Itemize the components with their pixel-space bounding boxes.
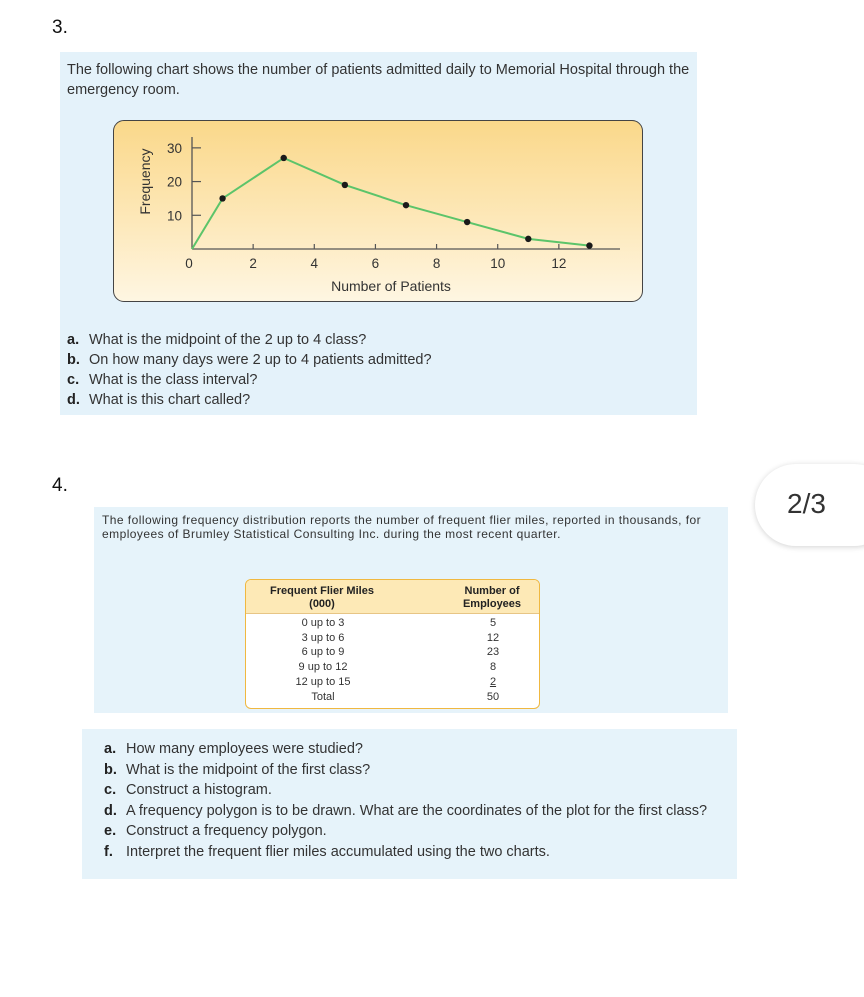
question-letter: d. [67,392,80,408]
question-letter: b. [67,352,80,368]
x-tick-label: 10 [490,256,506,271]
question-letter: b. [104,761,117,778]
class-cell: 0 up to 3 [301,617,345,629]
problem-3-panel [60,52,697,415]
header-text: Frequent Flier Miles [270,585,374,597]
question-item [67,350,687,370]
question-text: How many employees were studied? [126,741,363,757]
header-text: Employees [462,598,522,610]
x-tick-label: 6 [371,256,380,271]
class-cell: 6 up to 9 [301,646,345,658]
question-item [104,801,734,822]
question-letter: c. [104,782,117,798]
question-letter: d. [104,802,117,819]
question-text: Construct a histogram. [126,782,272,798]
question-text: A frequency polygon is to be drawn. What are the coordinates of the plot for the first class? [126,802,708,819]
total-label: Total [311,691,335,703]
header-text: Number of [464,585,520,597]
question-text: Interpret the frequent flier miles accumulated using the two charts. [126,843,550,860]
problem-3-number: 3. [52,17,68,38]
question-item [104,760,734,781]
question-text: What is this chart called? [89,392,251,408]
data-point [281,155,287,161]
data-point [403,202,409,208]
question-letter: a. [104,741,117,757]
series-line [192,158,589,249]
question-item [104,780,734,801]
problem-4-questions-panel [82,729,737,879]
question-letter: a. [67,332,80,348]
x-tick-label: 8 [432,256,441,271]
table-row [246,617,539,632]
class-cell: 9 up to 12 [298,661,348,673]
question-item [104,739,734,760]
question-text: What is the class interval? [89,372,258,388]
problem-4-panel [94,507,728,713]
table-header [246,580,539,614]
table-row [246,676,539,691]
question-text: On how many days were 2 up to 4 patients admitted? [89,352,432,368]
question-letter: f. [104,843,113,860]
x-tick-label: 4 [310,256,319,271]
data-point [586,242,592,248]
page-indicator [755,464,864,546]
question-item [67,330,687,350]
class-cell: 3 up to 6 [301,632,345,644]
data-point [525,236,531,242]
y-tick-label: 30 [166,140,182,156]
column-header-miles [254,585,390,611]
question-text: What is the midpoint of the 2 up to 4 class? [89,332,367,348]
question-text: What is the midpoint of the first class? [126,761,371,778]
question-item [67,390,687,410]
total-value: 50 [486,691,500,703]
x-tick-label: 12 [551,256,567,271]
chart-canvas [114,121,644,303]
x-axis-title: Number of Patients [331,278,451,294]
table-row [246,646,539,661]
class-cell: 12 up to 15 [295,676,351,688]
table-row [246,661,539,676]
y-tick-label: 10 [166,208,182,224]
problem-3-questions [67,330,687,410]
question-item [104,842,734,863]
problem-4-questions [104,739,734,862]
data-point [464,219,470,225]
table-row [246,632,539,647]
data-point [342,182,348,188]
y-tick-label: 20 [166,174,182,190]
column-header-employees [448,585,536,611]
question-item [67,370,687,390]
count-cell: 12 [486,632,500,644]
page-indicator-text: 2/3 [787,488,826,519]
y-axis-title: Frequency [137,148,153,215]
question-item [104,821,734,842]
problem-3-intro: The following chart shows the number of patients admitted daily to Memorial Hospital through the emergency room. [67,62,690,98]
question-text: Construct a frequency polygon. [126,823,327,839]
x-tick-label: 0 [185,256,193,271]
count-cell: 23 [486,646,500,658]
count-cell: 8 [489,661,497,673]
frequency-table [245,579,540,709]
header-text: (000) [309,598,335,610]
problem-4-number: 4. [52,475,68,496]
question-letter: e. [104,823,117,839]
frequency-polygon-chart [113,120,643,302]
table-total-row [246,691,539,706]
problem-4-intro: The following frequency distribution reports the number of frequent flier miles, reported in thousands, for employees of Brumley Statistical Consulting Inc. during the most recent quarter. [102,513,702,541]
count-cell: 2 [489,676,497,688]
question-letter: c. [67,372,80,388]
x-tick-label: 2 [249,256,257,271]
data-point [219,195,225,201]
count-cell: 5 [489,617,497,629]
